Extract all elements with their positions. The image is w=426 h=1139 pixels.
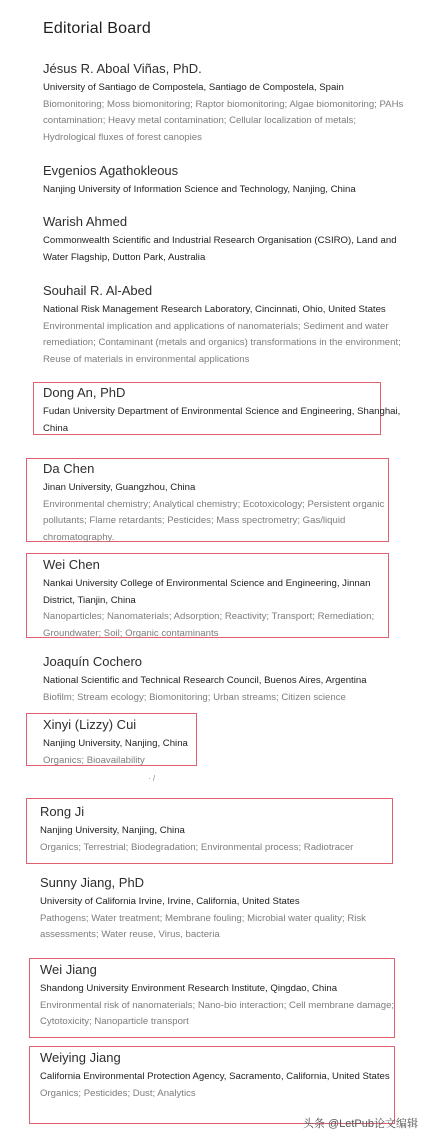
- member-affiliation: Shandong University Environment Research Institute, Qingdao, China: [40, 983, 338, 994]
- member-topics: Organics; Bioavailability: [43, 754, 145, 766]
- board-member: [43, 282, 405, 368]
- member-topics: Environmental implication and applications of nanomaterials; Sediment and water remediation; Contaminant (metals and organics) transformations in the environment; Reuse of materials in environmental applications: [43, 320, 401, 365]
- member-topics: Pathogens; Water treatment; Membrane fouling; Microbial water quality; Risk assessments; Water reuse, Virus, bacteria: [40, 912, 366, 940]
- member-name[interactable]: Dong An, PhD: [43, 385, 126, 400]
- member-name[interactable]: Da Chen: [43, 461, 95, 476]
- member-affiliation: Nanjing University, Nanjing, China: [40, 825, 185, 836]
- board-member: [40, 874, 402, 944]
- board-member: [43, 384, 405, 437]
- board-member: [43, 60, 405, 146]
- member-affiliation: California Environmental Protection Agency, Sacramento, California, United States: [40, 1071, 390, 1082]
- member-affiliation: Fudan University Department of Environmental Science and Engineering, Shanghai, China: [43, 406, 401, 434]
- member-name[interactable]: Evgenios Agathokleous: [43, 163, 179, 178]
- member-name[interactable]: Wei Jiang: [40, 962, 97, 977]
- member-affiliation: Nankai University College of Environmental Science and Engineering, Jinnan District, Tianjin, China: [43, 578, 371, 606]
- member-name[interactable]: Weiying Jiang: [40, 1050, 121, 1065]
- stray-mark: · /: [148, 774, 156, 783]
- board-member: [43, 653, 405, 706]
- member-topics: Biofilm; Stream ecology; Biomonitoring; Urban streams; Citizen science: [43, 691, 346, 703]
- member-affiliation: National Risk Management Research Laboratory, Cincinnati, Ohio, United States: [43, 304, 386, 315]
- member-topics: Environmental risk of nanomaterials; Nano-bio interaction; Cell membrane damage; Cytotoxicity; Nanoparticle transport: [40, 999, 395, 1027]
- member-affiliation: National Scientific and Technical Research Council, Buenos Aires, Argentina: [43, 675, 367, 686]
- board-member: [43, 460, 405, 546]
- board-member: [40, 803, 402, 856]
- board-member: [40, 1049, 402, 1102]
- member-name[interactable]: Sunny Jiang, PhD: [40, 875, 145, 890]
- member-name[interactable]: Joaquín Cochero: [43, 654, 143, 669]
- member-affiliation: Commonwealth Scientific and Industrial Research Organisation (CSIRO), Land and Water Flagship, Dutton Park, Australia: [43, 235, 397, 263]
- member-topics: Organics; Pesticides; Dust; Analytics: [40, 1087, 196, 1099]
- board-member: [43, 213, 405, 266]
- member-affiliation: Nanjing University, Nanjing, China: [43, 738, 188, 749]
- member-affiliation: Jinan University, Guangzhou, China: [43, 482, 196, 493]
- member-name[interactable]: Jésus R. Aboal Viñas, PhD.: [43, 61, 202, 76]
- member-topics: Biomonitoring; Moss biomonitoring; Raptor biomonitoring; Algae biomonitoring; PAHs contamination; Heavy metal contamination; Cellular localization of metals; Hydrological fluxes of forest canopies: [43, 98, 404, 143]
- member-name[interactable]: Souhail R. Al-Abed: [43, 283, 153, 298]
- board-member: [40, 961, 402, 1031]
- board-member: [43, 556, 405, 642]
- board-member: [43, 162, 405, 199]
- board-member: [43, 716, 405, 769]
- member-name[interactable]: Wei Chen: [43, 557, 100, 572]
- member-topics: Nanoparticles; Nanomaterials; Adsorption; Reactivity; Transport; Remediation; Groundwater; Soil; Organic contaminants: [43, 611, 375, 639]
- member-name[interactable]: Rong Ji: [40, 804, 85, 819]
- member-topics: Organics; Terrestrial; Biodegradation; Environmental process; Radiotracer: [40, 841, 354, 853]
- member-topics: Environmental chemistry; Analytical chemistry; Ecotoxicology; Persistent organic pollutants; Flame retardants; Pesticides; Mass spectrometry; Gas/liquid chromatography.: [43, 498, 385, 543]
- watermark: 头条 @LetPub论文编辑: [302, 1118, 418, 1130]
- member-name[interactable]: Xinyi (Lizzy) Cui: [43, 717, 137, 732]
- page-title: Editorial Board: [43, 20, 151, 37]
- member-affiliation: University of Santiago de Compostela, Santiago de Compostela, Spain: [43, 82, 344, 93]
- member-affiliation: Nanjing University of Information Science and Technology, Nanjing, China: [43, 184, 356, 195]
- member-affiliation: University of California Irvine, Irvine, California, United States: [40, 896, 300, 907]
- member-name[interactable]: Warish Ahmed: [43, 214, 128, 229]
